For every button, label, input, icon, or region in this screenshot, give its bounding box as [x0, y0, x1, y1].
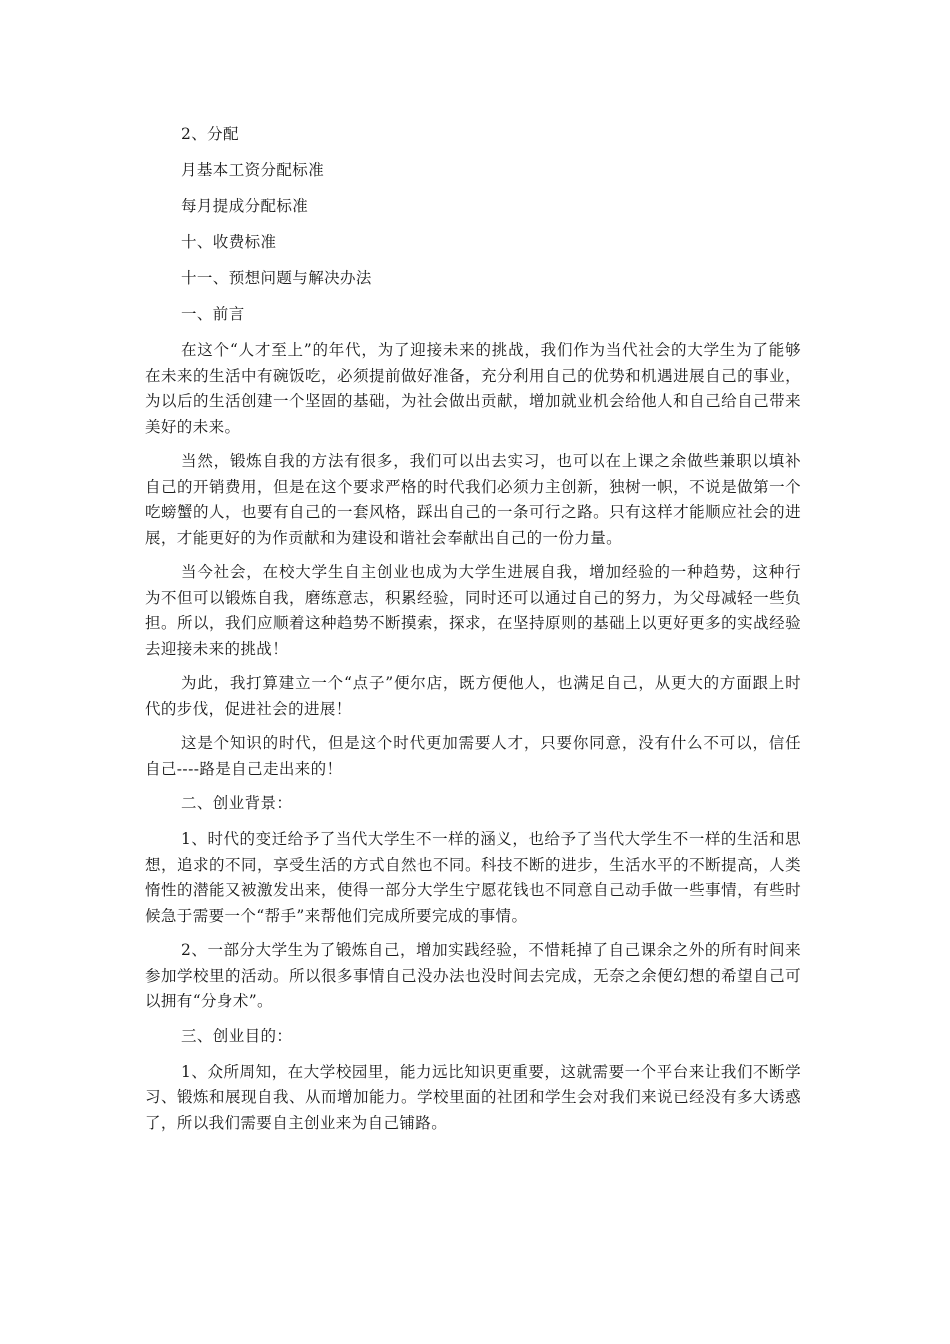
section-heading: 十、收费标准: [181, 233, 277, 251]
body-paragraph: 为此，我打算建立一个“点子”便尔店，既方便他人，也满足自己，从更大的方面跟上时代的步伐，促进社会的进展！: [145, 674, 801, 718]
document-page: [145, 122, 801, 1145]
section-heading: 二、创业背景：: [181, 794, 293, 812]
section-heading: 十一、预想问题与解决办法: [181, 269, 372, 287]
section-heading: 2、分配: [181, 125, 239, 143]
section-heading: 月基本工资分配标准: [181, 161, 325, 179]
section-heading: 每月提成分配标准: [181, 197, 309, 215]
section-heading: 三、创业目的：: [181, 1026, 293, 1045]
section-heading: 一、前言: [181, 305, 245, 323]
body-paragraph: 2、一部分大学生为了锻炼自己，增加实践经验，不惜耗掉了自己课余之外的所有时间来参加学校里的活动。所以很多事情自己没办法也没时间去完成，无奈之余便幻想的希望自己可以拥有“分身术”。: [145, 941, 801, 1010]
body-paragraph: 1、众所周知，在大学校园里，能力远比知识更重要，这就需要一个平台来让我们不断学习、锻炼和展现自我、从而增加能力。学校里面的社团和学生会对我们来说已经没有多大诱惑了，所以我们需要自主创业来为自己铺路。: [145, 1062, 801, 1132]
body-paragraph: 1、时代的变迁给予了当代大学生不一样的涵义，也给予了当代大学生不一样的生活和思想，追求的不同，享受生活的方式自然也不同。科技不断的进步，生活水平的不断提高，人类惰性的潜能又被激发出来，使得一部分大学生宁愿花钱也不同意自己动手做一些事情，有些时候急于需要一个“帮手”来帮他们完成所要完成的事情。: [145, 830, 801, 925]
body-paragraph: 当然，锻炼自我的方法有很多，我们可以出去实习，也可以在上课之余做些兼职以填补自己的开销费用，但是在这个要求严格的时代我们必须力主创新，独树一帜，不说是做第一个吃螃蟹的人，也要有自己的一套风格，踩出自己的一条可行之路。只有这样才能顺应社会的进展，才能更好的为作贡献和为建设和谐社会奉献出自己的一份力量。: [145, 452, 801, 547]
body-paragraph: 这是个知识的时代，但是这个时代更加需要人才，只要你同意，没有什么不可以，信任自己----路是自己走出来的！: [145, 734, 801, 778]
body-paragraph: 当今社会，在校大学生自主创业也成为大学生进展自我，增加经验的一种趋势，这种行为不但可以锻炼自我，磨练意志，积累经验，同时还可以通过自己的努力，为父母减轻一些负担。所以，我们应顺着这种趋势不断摸索，探求，在坚持原则的基础上以更好更多的实战经验去迎接未来的挑战！: [145, 563, 801, 658]
body-paragraph: 在这个“人才至上”的年代，为了迎接未来的挑战，我们作为当代社会的大学生为了能够在未来的生活中有碗饭吃，必须提前做好准备，充分利用自己的优势和机遇进展自己的事业，为以后的生活创建一个坚固的基础，为社会做出贡献，增加就业机会给他人和自己给自己带来美好的未来。: [145, 341, 801, 436]
